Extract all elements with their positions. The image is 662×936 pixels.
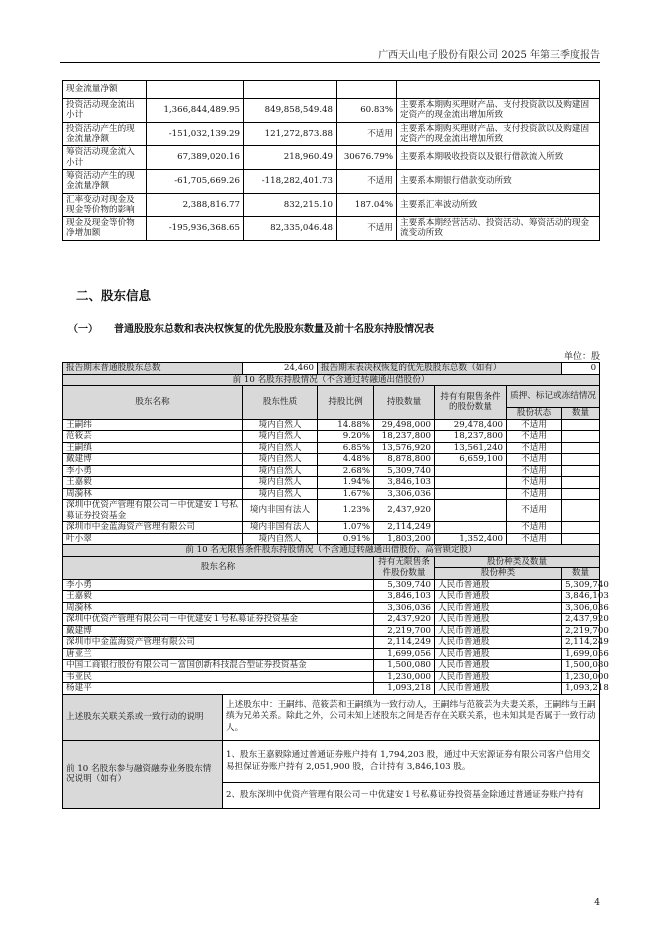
subsection-text: 普通股股东总数和表决权恢复的优先股股东数量及前十名股东持股情况表 bbox=[114, 324, 434, 335]
u-header-type-group: 股份种类及数量 bbox=[435, 556, 600, 568]
holder-pledge-status: 不适用 bbox=[507, 465, 562, 477]
cashflow-current bbox=[147, 81, 244, 99]
holder-ratio: 6.85% bbox=[318, 442, 374, 454]
u-share-type: 人民币普通股 bbox=[435, 614, 562, 626]
holder-restricted: 1,352,400 bbox=[435, 533, 507, 545]
holder-restricted bbox=[435, 477, 507, 489]
cashflow-change: 30676.79% bbox=[337, 146, 397, 170]
u-header-name: 股东名称 bbox=[63, 556, 374, 579]
shareholder-table bbox=[62, 362, 609, 809]
top10-caption: 前 10 名股东持股情况（不含通过转融通出借股份） bbox=[63, 374, 600, 386]
table-row bbox=[63, 671, 600, 683]
subsection-title bbox=[68, 320, 450, 335]
unrestricted-caption-row bbox=[63, 545, 600, 557]
u-share-type: 人民币普通股 bbox=[435, 579, 562, 591]
cashflow-item: 汇率变动对现金及现金等价物的影响 bbox=[63, 193, 147, 217]
holder-restricted bbox=[435, 465, 507, 477]
u-share-type: 人民币普通股 bbox=[435, 591, 562, 603]
cashflow-row bbox=[63, 146, 600, 170]
table-row bbox=[63, 522, 600, 534]
cashflow-row bbox=[63, 169, 600, 193]
holder-qty: 3,846,103 bbox=[374, 477, 435, 489]
cashflow-item: 投资活动现金流出小计 bbox=[63, 99, 147, 123]
cashflow-current: -61,705,669.26 bbox=[147, 169, 244, 193]
u-header-qty: 持有无限售条件股份数量 bbox=[374, 556, 435, 579]
margin-note-label: 前 10 名股东参与融资融券业务股东情况说明（如有） bbox=[63, 740, 223, 808]
header-pledge-qty: 数量 bbox=[562, 408, 600, 420]
holder-pledge-qty bbox=[562, 488, 600, 500]
header-rule bbox=[60, 62, 600, 63]
holder-pledge-status: 不适用 bbox=[507, 522, 562, 534]
u-share-type-qty: 1,230,000 bbox=[562, 671, 600, 683]
holder-ratio: 4.48% bbox=[318, 454, 374, 466]
table-row bbox=[63, 500, 600, 522]
u-share-type-qty: 5,309,740 bbox=[562, 579, 600, 591]
table-row bbox=[63, 637, 600, 649]
holder-qty: 1,803,200 bbox=[374, 533, 435, 545]
holder-pledge-status: 不适用 bbox=[507, 488, 562, 500]
cashflow-prior bbox=[244, 81, 337, 99]
holder-qty: 18,237,800 bbox=[374, 431, 435, 443]
cashflow-reason bbox=[397, 81, 600, 99]
cashflow-reason: 主要系本期购买理财产品、支付投资款以及购建固定资产的现金流出增加所致 bbox=[397, 122, 600, 146]
u-holder-qty: 2,114,249 bbox=[374, 637, 435, 649]
header-restricted: 持有有限售条件的股份数量 bbox=[435, 386, 507, 420]
u-holder-qty: 1,093,218 bbox=[374, 683, 435, 695]
table-row bbox=[63, 533, 600, 545]
cashflow-item: 投资活动产生的现金流量净额 bbox=[63, 122, 147, 146]
u-header-type: 股份种类 bbox=[435, 568, 562, 580]
holder-pledge-qty bbox=[562, 431, 600, 443]
cashflow-row bbox=[63, 193, 600, 217]
u-holder-name: 中国工商银行股份有限公司－富国创新科技混合型证券投资基金 bbox=[63, 660, 374, 672]
cashflow-reason: 主要系本期银行借款变动所致 bbox=[397, 169, 600, 193]
u-holder-qty: 5,309,740 bbox=[374, 579, 435, 591]
cashflow-prior: 849,858,549.48 bbox=[244, 99, 337, 123]
cashflow-prior: 218,960.49 bbox=[244, 146, 337, 170]
cashflow-change: 不适用 bbox=[337, 122, 397, 146]
cashflow-prior: 832,215.10 bbox=[244, 193, 337, 217]
holder-qty: 8,878,800 bbox=[374, 454, 435, 466]
cashflow-row bbox=[63, 81, 600, 99]
holder-pledge-qty bbox=[562, 419, 600, 431]
margin-note-text-2: 2、股东深圳中优资产管理有限公司－中优建安１号私募证券投资基金除通过普通证券账户持有 bbox=[223, 783, 600, 809]
holder-restricted bbox=[435, 500, 507, 522]
table-row bbox=[63, 683, 600, 695]
cashflow-current: 1,366,844,489.95 bbox=[147, 99, 244, 123]
cashflow-row bbox=[63, 217, 600, 241]
table-row bbox=[63, 625, 600, 637]
cashflow-item: 现金流量净额 bbox=[63, 81, 147, 99]
u-holder-name: 深圳市中金蓝海资产管理有限公司 bbox=[63, 637, 374, 649]
report-header: 广西天山电子股份有限公司 2025 年第三季度报告 bbox=[378, 50, 600, 61]
holder-qty: 2,114,249 bbox=[374, 522, 435, 534]
holder-nature: 境内自然人 bbox=[243, 465, 318, 477]
u-holder-name: 戴建博 bbox=[63, 625, 374, 637]
unit-label: 单位：股 bbox=[563, 352, 600, 362]
cashflow-item: 现金及现金等价物净增加额 bbox=[63, 217, 147, 241]
holder-name: 王嗣纬 bbox=[63, 419, 243, 431]
cashflow-current: -151,032,139.29 bbox=[147, 122, 244, 146]
holder-name: 王嗣缜 bbox=[63, 442, 243, 454]
cashflow-change: 不适用 bbox=[337, 169, 397, 193]
cashflow-prior: 82,335,046.48 bbox=[244, 217, 337, 241]
holder-name: 范筱芸 bbox=[63, 431, 243, 443]
margin-note-row bbox=[63, 740, 600, 783]
table-row bbox=[63, 591, 600, 603]
holder-nature: 境内非国有法人 bbox=[243, 522, 318, 534]
cashflow-item: 筹资活动现金流入小计 bbox=[63, 146, 147, 170]
cashflow-change bbox=[337, 81, 397, 99]
cashflow-prior: -118,282,401.73 bbox=[244, 169, 337, 193]
holder-nature: 境内非国有法人 bbox=[243, 500, 318, 522]
table-row bbox=[63, 442, 600, 454]
relation-note-row bbox=[63, 694, 600, 740]
unrestricted-caption: 前 10 名无限售条件股东持股情况（不含通过转融通出借股份、高管锁定股） bbox=[63, 545, 600, 557]
u-holder-name: 周漪林 bbox=[63, 602, 374, 614]
u-holder-name: 深圳中优资产管理有限公司－中优建安１号私募证券投资基金 bbox=[63, 614, 374, 626]
top10-header-row bbox=[63, 386, 600, 408]
holder-ratio: 14.88% bbox=[318, 419, 374, 431]
total-holders-label: 报告期末普通股股东总数 bbox=[63, 363, 243, 375]
u-share-type: 人民币普通股 bbox=[435, 660, 562, 672]
table-row bbox=[63, 660, 600, 672]
header-pledge: 质押、标记或冻结情况 bbox=[507, 386, 600, 408]
holder-restricted: 29,478,400 bbox=[435, 419, 507, 431]
holder-qty: 29,498,000 bbox=[374, 419, 435, 431]
u-share-type-qty: 1,500,080 bbox=[562, 660, 600, 672]
section-title: 二、股东信息 bbox=[76, 288, 152, 303]
table-row bbox=[63, 419, 600, 431]
header-nature: 股东性质 bbox=[243, 386, 318, 420]
u-holder-qty: 3,306,036 bbox=[374, 602, 435, 614]
cashflow-table bbox=[62, 80, 600, 241]
holder-pledge-qty bbox=[562, 477, 600, 489]
holder-name: 深圳市中金蓝海资产管理有限公司 bbox=[63, 522, 243, 534]
cashflow-reason: 主要系本期购买理财产品、支付投资款以及购建固定资产的现金流出增加所致 bbox=[397, 99, 600, 123]
holder-pledge-qty bbox=[562, 500, 600, 522]
holder-nature: 境内自然人 bbox=[243, 454, 318, 466]
u-share-type: 人民币普通股 bbox=[435, 648, 562, 660]
holder-pledge-status: 不适用 bbox=[507, 477, 562, 489]
header-qty: 持股数量 bbox=[374, 386, 435, 420]
cashflow-row bbox=[63, 122, 600, 146]
summary-row bbox=[63, 363, 600, 375]
holder-pledge-status: 不适用 bbox=[507, 500, 562, 522]
holder-qty: 3,306,036 bbox=[374, 488, 435, 500]
cashflow-current: -195,936,368.65 bbox=[147, 217, 244, 241]
cashflow-row bbox=[63, 99, 600, 123]
holder-pledge-status: 不适用 bbox=[507, 431, 562, 443]
u-holder-name: 王嘉毅 bbox=[63, 591, 374, 603]
holder-pledge-status: 不适用 bbox=[507, 454, 562, 466]
holder-nature: 境内自然人 bbox=[243, 477, 318, 489]
u-header-type-qty: 数量 bbox=[562, 568, 600, 580]
holder-pledge-qty bbox=[562, 522, 600, 534]
u-holder-qty: 1,699,056 bbox=[374, 648, 435, 660]
u-share-type: 人民币普通股 bbox=[435, 602, 562, 614]
u-share-type-qty: 1,699,056 bbox=[562, 648, 600, 660]
u-share-type-qty: 3,306,036 bbox=[562, 602, 600, 614]
table-row bbox=[63, 465, 600, 477]
u-holder-qty: 2,437,920 bbox=[374, 614, 435, 626]
holder-qty: 2,437,920 bbox=[374, 500, 435, 522]
holder-name: 深圳中优资产管理有限公司－中优建安１号私募证券投资基金 bbox=[63, 500, 243, 522]
holder-nature: 境内自然人 bbox=[243, 442, 318, 454]
holder-nature: 境内自然人 bbox=[243, 488, 318, 500]
cashflow-reason: 主要系汇率波动所致 bbox=[397, 193, 600, 217]
header-pledge-status: 股份状态 bbox=[507, 408, 562, 420]
page-number: 4 bbox=[594, 898, 600, 908]
pref-holders-value: 0 bbox=[562, 363, 600, 375]
holder-ratio: 1.23% bbox=[318, 500, 374, 522]
u-holder-qty: 2,219,700 bbox=[374, 625, 435, 637]
holder-restricted bbox=[435, 488, 507, 500]
u-holder-qty: 3,846,103 bbox=[374, 591, 435, 603]
table-row bbox=[63, 454, 600, 466]
top10-caption-row bbox=[63, 374, 600, 386]
holder-name: 周漪林 bbox=[63, 488, 243, 500]
u-holder-name: 唐亚兰 bbox=[63, 648, 374, 660]
pref-holders-label: 报告期末表决权恢复的优先股股东总数（如有） bbox=[318, 363, 562, 375]
table-row bbox=[63, 648, 600, 660]
holder-pledge-status: 不适用 bbox=[507, 533, 562, 545]
holder-qty: 13,576,920 bbox=[374, 442, 435, 454]
relation-note-label: 上述股东关联关系或一致行动的说明 bbox=[63, 694, 223, 740]
cashflow-prior: 121,272,873.88 bbox=[244, 122, 337, 146]
u-share-type: 人民币普通股 bbox=[435, 625, 562, 637]
margin-note-text-1: 1、股东王嘉毅除通过普通证券账户持有 1,794,203 股，通过中天宏源证券有限公司客户信用交易担保证券账户持有 2,051,900 股，合计持有 3,846,103 股。 bbox=[223, 740, 600, 783]
u-share-type-qty: 2,114,249 bbox=[562, 637, 600, 649]
header-ratio: 持股比例 bbox=[318, 386, 374, 420]
holder-pledge-qty bbox=[562, 533, 600, 545]
holder-restricted: 6,659,100 bbox=[435, 454, 507, 466]
u-holder-name: 李小勇 bbox=[63, 579, 374, 591]
table-row bbox=[63, 579, 600, 591]
table-row bbox=[63, 614, 600, 626]
u-share-type: 人民币普通股 bbox=[435, 683, 562, 695]
holder-pledge-qty bbox=[562, 442, 600, 454]
u-share-type-qty: 2,437,920 bbox=[562, 614, 600, 626]
holder-ratio: 1.94% bbox=[318, 477, 374, 489]
cashflow-change: 不适用 bbox=[337, 217, 397, 241]
cashflow-item: 筹资活动产生的现金流量净额 bbox=[63, 169, 147, 193]
holder-name: 王嘉毅 bbox=[63, 477, 243, 489]
table-row bbox=[63, 602, 600, 614]
holder-qty: 5,309,740 bbox=[374, 465, 435, 477]
cashflow-current: 2,388,816.77 bbox=[147, 193, 244, 217]
holder-pledge-status: 不适用 bbox=[507, 442, 562, 454]
cashflow-change: 187.04% bbox=[337, 193, 397, 217]
holder-restricted: 13,561,240 bbox=[435, 442, 507, 454]
holder-pledge-status: 不适用 bbox=[507, 419, 562, 431]
holder-nature: 境内自然人 bbox=[243, 533, 318, 545]
cashflow-reason: 主要系本期经营活动、投资活动、筹资活动的现金流变动所致 bbox=[397, 217, 600, 241]
cashflow-current: 67,389,020.16 bbox=[147, 146, 244, 170]
holder-ratio: 1.07% bbox=[318, 522, 374, 534]
u-holder-name: 杨建平 bbox=[63, 683, 374, 695]
header-name: 股东名称 bbox=[63, 386, 243, 420]
u-holder-name: 韦亚民 bbox=[63, 671, 374, 683]
u-share-type-qty: 1,093,218 bbox=[562, 683, 600, 695]
table-row bbox=[63, 431, 600, 443]
table-row bbox=[63, 488, 600, 500]
holder-pledge-qty bbox=[562, 465, 600, 477]
holder-ratio: 9.20% bbox=[318, 431, 374, 443]
total-holders-value: 24,460 bbox=[243, 363, 318, 375]
cashflow-change: 60.83% bbox=[337, 99, 397, 123]
u-share-type-qty: 2,219,700 bbox=[562, 625, 600, 637]
holder-restricted bbox=[435, 522, 507, 534]
relation-note-text: 上述股东中：王嗣纬、范筱芸和王嗣缜为一致行动人，王嗣纬与范筱芸为夫妻关系，王嗣纬与王嗣缜为兄弟关系。除此之外，公司未知上述股东之间是否存在关联关系，也未知其是否属于一致行动人。 bbox=[223, 694, 600, 740]
u-share-type: 人民币普通股 bbox=[435, 637, 562, 649]
holder-ratio: 2.68% bbox=[318, 465, 374, 477]
holder-ratio: 1.67% bbox=[318, 488, 374, 500]
holder-name: 李小勇 bbox=[63, 465, 243, 477]
unrestricted-header-row bbox=[63, 556, 600, 568]
u-holder-qty: 1,230,000 bbox=[374, 671, 435, 683]
u-share-type-qty: 3,846,103 bbox=[562, 591, 600, 603]
u-holder-qty: 1,500,080 bbox=[374, 660, 435, 672]
holder-nature: 境内自然人 bbox=[243, 431, 318, 443]
holder-restricted: 18,237,800 bbox=[435, 431, 507, 443]
subsection-index: （一） bbox=[68, 324, 98, 335]
holder-name: 叶小翠 bbox=[63, 533, 243, 545]
holder-name: 戴建博 bbox=[63, 454, 243, 466]
cashflow-reason: 主要系本期吸收投资以及银行借款流入所致 bbox=[397, 146, 600, 170]
u-share-type: 人民币普通股 bbox=[435, 671, 562, 683]
holder-ratio: 0.91% bbox=[318, 533, 374, 545]
table-row bbox=[63, 477, 600, 489]
holder-pledge-qty bbox=[562, 454, 600, 466]
holder-nature: 境内自然人 bbox=[243, 419, 318, 431]
